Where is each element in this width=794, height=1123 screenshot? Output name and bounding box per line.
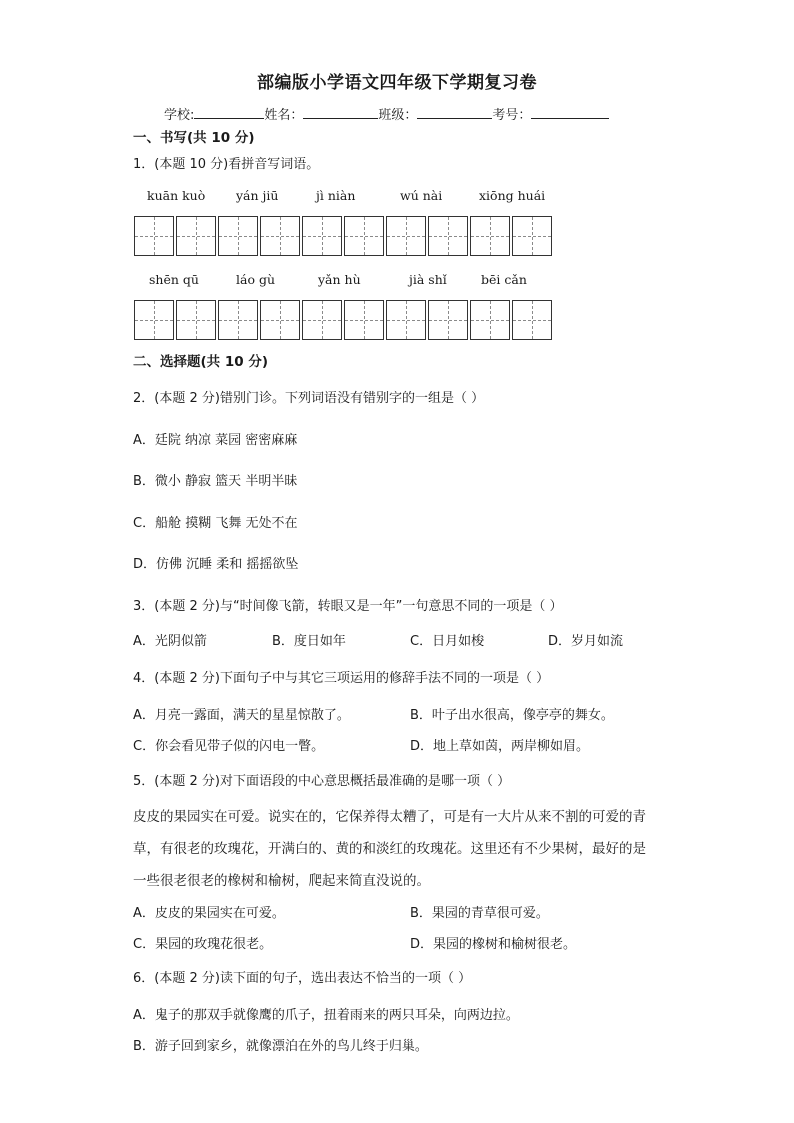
writing-cell[interactable] (512, 300, 552, 340)
pinyin-label: yán jiū (236, 188, 279, 203)
pinyin-label: wú nài (400, 188, 443, 203)
pinyin-label: yǎn hù (318, 272, 361, 287)
name-blank[interactable] (303, 105, 378, 119)
option-item[interactable]: A．皮皮的果园实在可爱。 (133, 906, 285, 921)
passage-line: 一些很老很老的橡树和榆树，爬起来简直没说的。 (133, 873, 430, 889)
question-2-stem: 2．(本题 2 分)错别门诊。下列词语没有错别字的一组是（ ） (133, 391, 485, 406)
option-item[interactable]: D．地上草如茵，两岸柳如眉。 (410, 739, 590, 754)
writing-cell[interactable] (218, 216, 258, 256)
option-item[interactable]: A．廷院 纳凉 菜园 密密麻麻 (133, 433, 298, 448)
question-4-stem: 4．(本题 2 分)下面句子中与其它三项运用的修辞手法不同的一项是（ ） (133, 671, 550, 686)
pinyin-label: bēi cǎn (481, 272, 527, 287)
option-item[interactable]: A．鬼子的那双手就像鹰的爪子，扭着雨来的两只耳朵，向两边拉。 (133, 1008, 519, 1023)
writing-cell[interactable] (344, 300, 384, 340)
option-item[interactable]: D．仿佛 沉睡 柔和 摇摇欲坠 (133, 557, 299, 572)
writing-cell[interactable] (386, 300, 426, 340)
option-item[interactable]: C．果园的玫瑰花很老。 (133, 937, 273, 952)
school-label: 学校: (164, 108, 195, 123)
section-heading-choice: 二、选择题(共 10 分) (133, 354, 269, 370)
writing-cell[interactable] (134, 216, 174, 256)
passage-line: 皮皮的果园实在可爱。说实在的，它保养得太糟了，可是有一大片从来不割的可爱的青 (133, 809, 646, 825)
student-info-line (164, 104, 609, 123)
option-item[interactable]: B．游子回到家乡，就像漂泊在外的鸟儿终于归巢。 (133, 1039, 428, 1054)
option-item[interactable]: C．日月如梭 (410, 634, 485, 649)
option-item[interactable]: C．你会看见带子似的闪电一瞥。 (133, 739, 325, 754)
writing-cell[interactable] (176, 300, 216, 340)
writing-cell[interactable] (386, 216, 426, 256)
question-5-stem: 5．(本题 2 分)对下面语段的中心意思概括最准确的是哪一项（ ） (133, 774, 511, 789)
pinyin-label: jià shǐ (409, 272, 447, 287)
pinyin-label: kuān kuò (147, 188, 206, 203)
writing-cell[interactable] (302, 300, 342, 340)
option-item[interactable]: B．叶子出水很高，像亭亭的舞女。 (410, 708, 614, 723)
option-item[interactable]: B．度日如年 (272, 634, 346, 649)
option-item[interactable]: D．岁月如流 (548, 634, 624, 649)
writing-cell[interactable] (134, 300, 174, 340)
passage-line: 草，有很老的玫瑰花，开满白的、黄的和淡红的玫瑰花。这里还有不少果树，最好的是 (133, 841, 646, 857)
writing-cell[interactable] (428, 300, 468, 340)
writing-cell[interactable] (176, 216, 216, 256)
pinyin-label: jì niàn (316, 188, 356, 203)
section-heading-writing: 一、书写(共 10 分) (133, 130, 255, 146)
option-item[interactable]: C．船舱 摸糊 飞舞 无处不在 (133, 516, 298, 531)
question-3-stem: 3．(本题 2 分)与“时间像飞箭，转眼又是一年”一句意思不同的一项是（ ） (133, 599, 563, 614)
option-item[interactable]: A．光阴似箭 (133, 634, 207, 649)
name-label: 姓名： (264, 108, 304, 123)
exam-number-label: 考号： (492, 108, 532, 123)
school-blank[interactable] (194, 105, 264, 119)
pinyin-label: shēn qū (149, 272, 199, 287)
class-blank[interactable] (417, 105, 492, 119)
page-title: 部编版小学语文四年级下学期复习卷 (257, 73, 537, 93)
writing-cell[interactable] (260, 300, 300, 340)
writing-cell[interactable] (260, 216, 300, 256)
exam-number-blank[interactable] (531, 105, 609, 119)
question-6-stem: 6．(本题 2 分)读下面的句子，选出表达不恰当的一项（ ） (133, 971, 472, 986)
writing-cell[interactable] (344, 216, 384, 256)
writing-cell[interactable] (302, 216, 342, 256)
writing-cell[interactable] (470, 300, 510, 340)
option-item[interactable]: B．微小 静寂 篮天 半明半昧 (133, 474, 298, 489)
class-label: 班级： (378, 108, 418, 123)
writing-cell[interactable] (512, 216, 552, 256)
option-item[interactable]: A．月亮一露面，满天的星星惊散了。 (133, 708, 350, 723)
question-1-stem: 1．(本题 10 分)看拼音写词语。 (133, 157, 320, 172)
pinyin-label: xiōng huái (479, 188, 546, 203)
option-item[interactable]: D．果园的橡树和榆树很老。 (410, 937, 577, 952)
pinyin-label: láo gù (236, 272, 276, 287)
option-item[interactable]: B．果园的青草很可爱。 (410, 906, 549, 921)
writing-cell[interactable] (218, 300, 258, 340)
writing-cell[interactable] (470, 216, 510, 256)
writing-cell[interactable] (428, 216, 468, 256)
